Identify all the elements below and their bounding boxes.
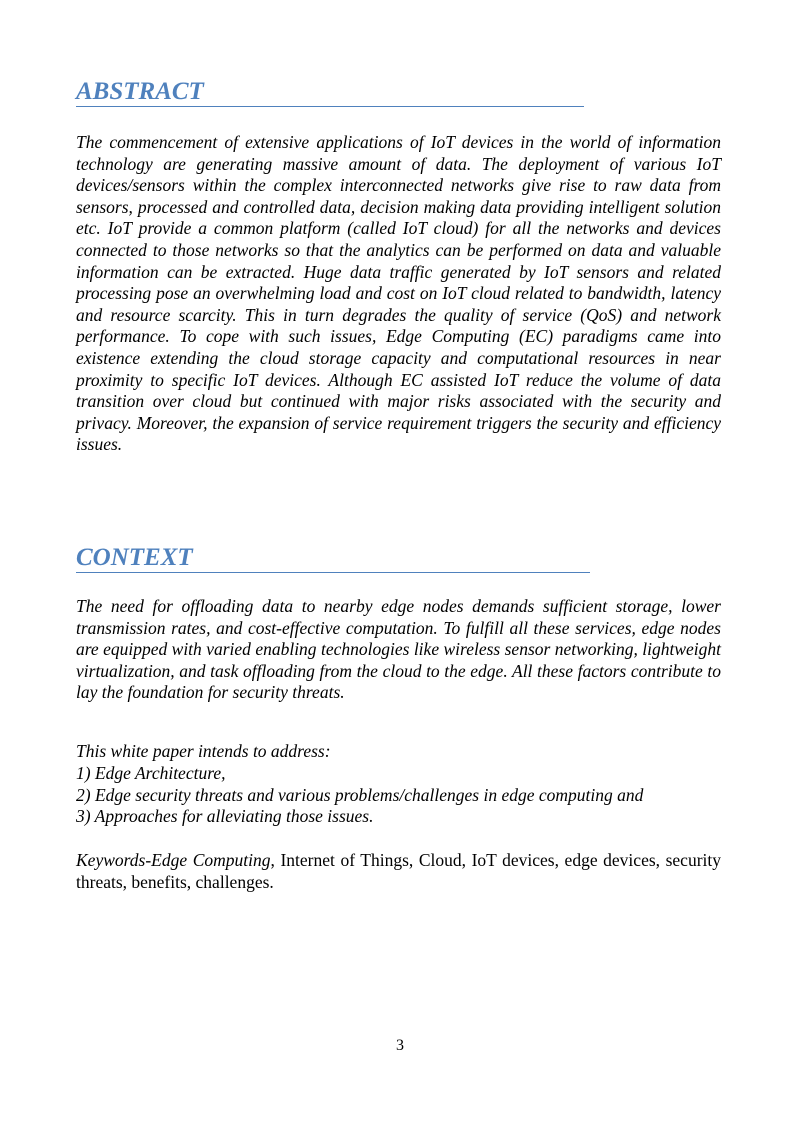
context-paragraph: The need for offloading data to nearby edge nodes demands sufficient storage, lower transmission rates, and cost-effective computation. To fulfill all these services, edge nodes are equipped with varied enabling technologies like wireless sensor networking, lightweight virtualization, and task offloading from the cloud to the edge. All these factors contribute to lay the foundation for security threats. xyxy=(76,596,721,703)
keywords-label: Keywords-Edge Computing xyxy=(76,850,271,870)
context-list-item: 2) Edge security threats and various problems/challenges in edge computing and xyxy=(76,785,644,805)
context-intro: This white paper intends to address: xyxy=(76,741,331,761)
context-heading: CONTEXT xyxy=(76,544,193,571)
abstract-paragraph: The commencement of extensive applications of IoT devices in the world of information technology are generating massive amount of data. The deployment of various IoT devices/sensors within the complex interconnected networks give rise to raw data from sensors, processed and controlled data, decision making data providing intelligent solution etc. IoT provide a common platform (called IoT cloud) for all the networks and devices connected to those networks so that the analytics can be performed on data and valuable information can be extracted. Huge data traffic generated by IoT sensors and related processing pose an overwhelming load and cost on IoT cloud related to bandwidth, latency and resource scarcity. This in turn degrades the quality of service (QoS) and network performance. To cope with such issues, Edge Computing (EC) paradigms came into existence extending the cloud storage capacity and computational resources in near proximity to specific IoT devices. Although EC assisted IoT reduce the volume of data transition over cloud but continued with major risks associated with the security and privacy. Moreover, the expansion of service requirement triggers the security and efficiency issues. xyxy=(76,132,721,455)
keywords-paragraph xyxy=(76,850,721,893)
abstract-heading: ABSTRACT xyxy=(76,78,204,105)
context-list-item: 1) Edge Architecture, xyxy=(76,763,226,783)
abstract-heading-rule xyxy=(76,106,584,107)
page-number: 3 xyxy=(396,1037,404,1054)
context-list-item: 3) Approaches for alleviating those issues. xyxy=(76,806,374,826)
context-heading-rule xyxy=(76,572,590,573)
keywords-list: , Internet of Things, Cloud, IoT devices, edge devices, security threats, benefits, challenges. xyxy=(76,850,721,892)
